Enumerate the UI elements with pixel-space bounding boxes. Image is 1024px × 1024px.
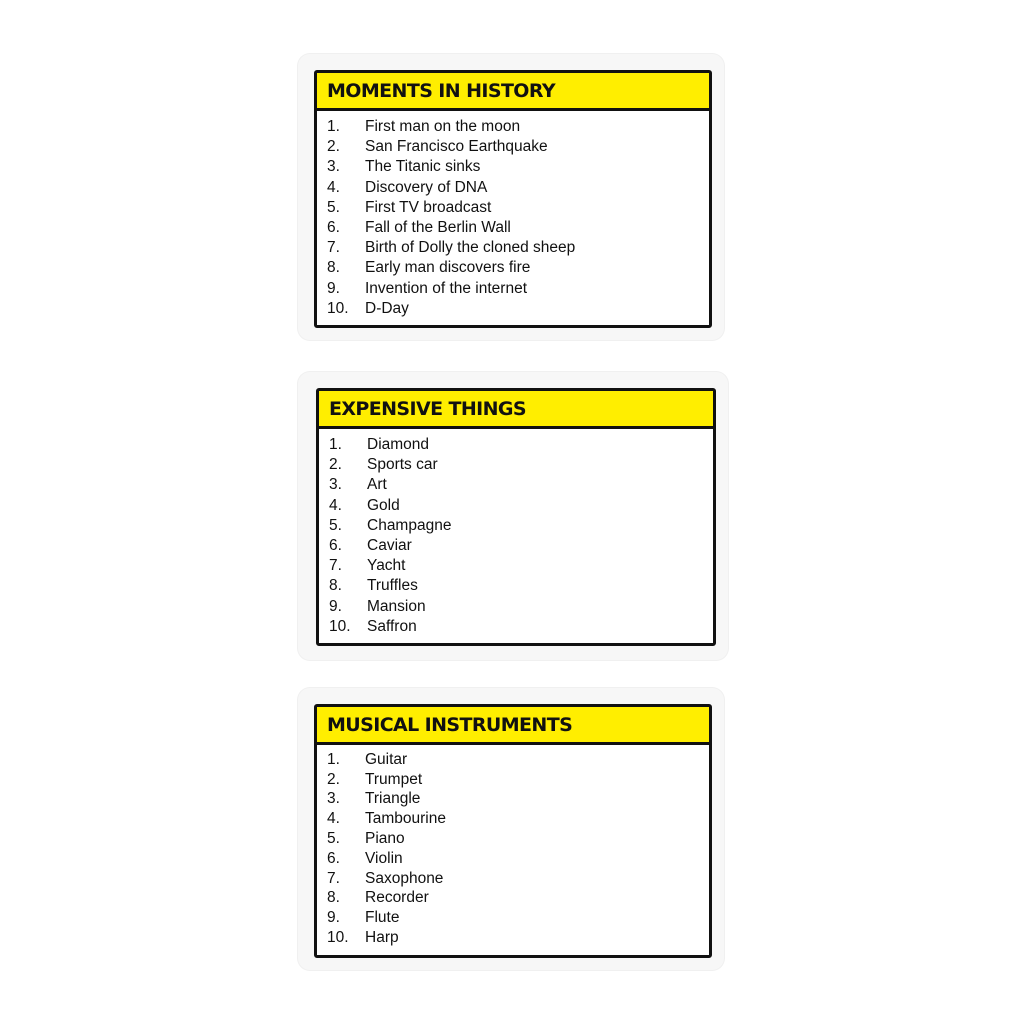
item-list: [317, 111, 709, 319]
card-header: [317, 707, 709, 745]
item-text: Fall of the Berlin Wall: [365, 219, 511, 237]
item-number: 1.: [329, 436, 342, 454]
item-text: Mansion: [367, 597, 426, 615]
item-text: Piano: [365, 830, 405, 848]
item-text: Truffles: [367, 577, 418, 595]
item-number: 7.: [327, 869, 340, 887]
list-item: [327, 809, 709, 829]
list-item: [327, 829, 709, 849]
item-text: Recorder: [365, 889, 429, 907]
item-text: Triangle: [365, 790, 421, 808]
item-text: The Titanic sinks: [365, 158, 481, 176]
list-item: [329, 617, 713, 637]
list-item: [327, 849, 709, 869]
list-item: [327, 750, 709, 770]
item-number: 5.: [329, 516, 342, 534]
list-item: [327, 178, 709, 198]
item-number: 4.: [329, 496, 342, 514]
item-text: Tambourine: [365, 810, 446, 828]
item-number: 2.: [327, 770, 340, 788]
item-number: 6.: [327, 849, 340, 867]
item-number: 2.: [327, 138, 340, 156]
list-item: [327, 889, 709, 909]
item-text: Early man discovers fire: [365, 259, 531, 277]
card-musical-instruments: [314, 704, 712, 958]
item-list: [317, 745, 709, 948]
item-text: Guitar: [365, 750, 408, 768]
list-item: [327, 258, 709, 278]
item-number: 9.: [327, 279, 340, 297]
item-text: Harp: [365, 929, 399, 947]
list-item: [329, 576, 713, 596]
list-item: [327, 137, 709, 157]
list-item: [329, 597, 713, 617]
item-number: 5.: [327, 830, 340, 848]
item-text: Birth of Dolly the cloned sheep: [365, 239, 576, 257]
item-text: Caviar: [367, 537, 412, 555]
list-item: [327, 279, 709, 299]
card-header: [317, 73, 709, 111]
item-text: Diamond: [367, 436, 430, 454]
list-item: [327, 869, 709, 889]
item-number: 3.: [327, 158, 340, 176]
list-item: [327, 218, 709, 238]
card-expensive-things: [316, 388, 716, 646]
list-item: [327, 238, 709, 258]
item-number: 9.: [329, 597, 342, 615]
card-title: MUSICAL INSTRUMENTS: [327, 713, 573, 736]
item-number: 9.: [327, 909, 340, 927]
list-item: [329, 556, 713, 576]
item-text: Saxophone: [365, 869, 444, 887]
item-text: Saffron: [367, 617, 417, 635]
item-text: Sports car: [367, 456, 438, 474]
item-number: 8.: [327, 889, 340, 907]
item-number: 3.: [329, 476, 342, 494]
item-number: 7.: [329, 557, 342, 575]
list-item: [327, 908, 709, 928]
item-number: 10.: [329, 617, 351, 635]
list-item: [329, 496, 713, 516]
item-text: Art: [367, 476, 387, 494]
item-number: 8.: [327, 259, 340, 277]
item-text: Gold: [367, 496, 400, 514]
card-header: [319, 391, 713, 429]
item-text: Flute: [365, 909, 400, 927]
list-item: [329, 536, 713, 556]
list-item: [329, 475, 713, 495]
card-title: MOMENTS IN HISTORY: [327, 79, 556, 102]
list-item: [327, 790, 709, 810]
item-text: Violin: [365, 849, 403, 867]
item-number: 2.: [329, 456, 342, 474]
list-item: [327, 198, 709, 218]
item-number: 6.: [329, 537, 342, 555]
card-title: EXPENSIVE THINGS: [329, 397, 526, 420]
item-number: 6.: [327, 219, 340, 237]
item-text: Discovery of DNA: [365, 178, 488, 196]
list-item: [329, 455, 713, 475]
item-text: D-Day: [365, 299, 409, 317]
item-text: First TV broadcast: [365, 198, 492, 216]
list-item: [327, 770, 709, 790]
item-text: San Francisco Earthquake: [365, 138, 548, 156]
list-item: [327, 157, 709, 177]
item-text: Invention of the internet: [365, 279, 528, 297]
list-item: [327, 928, 709, 948]
item-text: Trumpet: [365, 770, 423, 788]
item-number: 7.: [327, 239, 340, 257]
list-item: [329, 435, 713, 455]
list-item: [327, 117, 709, 137]
item-number: 1.: [327, 118, 340, 136]
item-text: Yacht: [367, 557, 406, 575]
list-item: [329, 516, 713, 536]
item-number: 3.: [327, 790, 340, 808]
item-text: Champagne: [367, 516, 452, 534]
item-text: First man on the moon: [365, 118, 521, 136]
item-number: 8.: [329, 577, 342, 595]
item-list: [319, 429, 713, 637]
item-number: 5.: [327, 198, 340, 216]
item-number: 1.: [327, 750, 340, 768]
list-item: [327, 299, 709, 319]
card-moments-in-history: [314, 70, 712, 328]
item-number: 4.: [327, 810, 340, 828]
item-number: 4.: [327, 178, 340, 196]
item-number: 10.: [327, 929, 349, 947]
item-number: 10.: [327, 299, 349, 317]
